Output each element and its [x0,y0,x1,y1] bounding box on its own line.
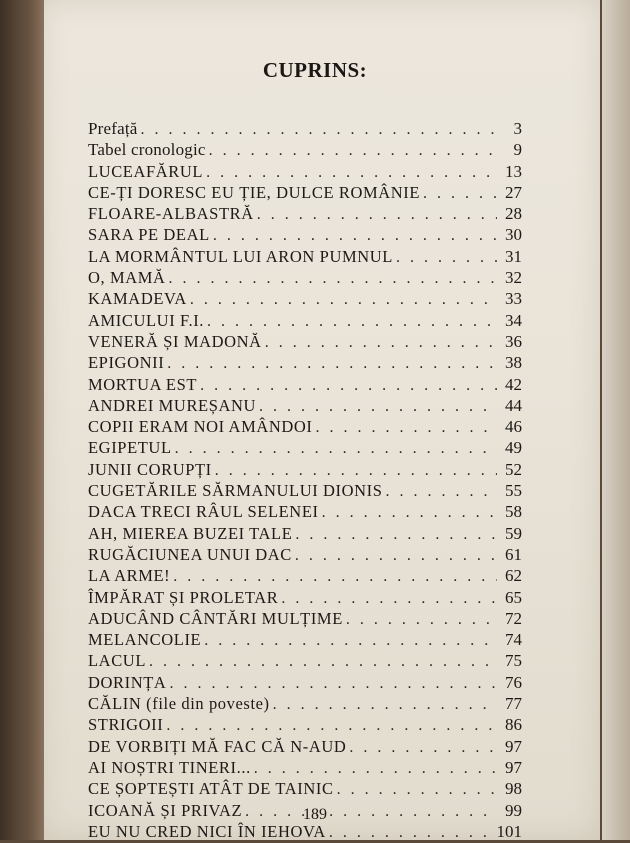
toc-entry-title: AH, MIEREA BUZEI TALE [88,523,293,543]
toc-entry-title: LA MORMÂNTUL LUI ARON PUMNUL [88,246,393,266]
toc-entry-title: ÎMPĂRAT ȘI PROLETAR [88,587,279,607]
toc-entry [88,288,522,309]
toc-entry [88,459,522,480]
toc-entry-page: 28 [505,204,522,224]
toc-entry-title: STRIGOII [88,715,164,735]
toc-entry [88,139,522,160]
toc-entry-page: 31 [505,246,522,266]
toc-entry [88,118,522,139]
toc-leader-dots [166,715,497,736]
toc-entry [88,310,522,331]
toc-entry-title: O, MAMĂ [88,268,166,288]
toc-entry-title: LACUL [88,651,146,671]
toc-entry [88,778,522,799]
book-spine [0,0,44,840]
page-edge [602,0,630,840]
toc-entry-page: 46 [505,417,522,437]
toc-entry-page: 52 [505,459,522,479]
toc-leader-dots [206,162,497,183]
toc-entry [88,523,522,544]
toc-entry-title: COPII ERAM NOI AMÂNDOI [88,417,313,437]
toc-entry-title: DE VORBIȚI MĂ FAC CĂ N-AUD [88,736,347,756]
toc-entry-title: FLOARE-ALBASTRĂ [88,204,254,224]
toc-entry [88,714,522,735]
toc-entry [88,587,522,608]
toc-entry [88,629,522,650]
toc-entry-page: 74 [505,630,522,650]
toc-entry [88,757,522,778]
toc-entry-title: MELANCOLIE [88,630,202,650]
toc-leader-dots [396,247,497,268]
toc-entry [88,672,522,693]
toc-entry-title: MORTUA EST [88,374,198,394]
toc-entry-page: 86 [505,715,522,735]
toc-leader-dots [209,140,497,161]
toc-entry-title: CE-ȚI DORESC EU ȚIE, DULCE ROMÂNIE [88,182,421,202]
toc-entry [88,736,522,757]
toc-entry [88,693,522,714]
toc-leader-dots [175,438,497,459]
toc-leader-dots [295,524,497,545]
toc-entry-page: 32 [505,268,522,288]
toc-entry-title: DACA TRECI RÂUL SELENEI [88,502,319,522]
toc-entry-title: VENERĂ ȘI MADONĂ [88,331,262,351]
toc-leader-dots [259,396,497,417]
toc-entry-page: 44 [505,395,522,415]
toc-leader-dots [190,289,497,310]
toc-leader-dots [295,545,497,566]
toc-entry [88,374,522,395]
toc-entry [88,480,522,501]
toc-entry [88,608,522,629]
toc-entry-page: 34 [505,310,522,330]
toc-leader-dots [423,183,497,204]
toc-entry-title: JUNII CORUPȚI [88,459,212,479]
toc-entry-page: 3 [513,119,522,138]
toc-entry-page: 75 [505,651,522,671]
toc-leader-dots [204,630,497,651]
toc-entry-title: Tabel cronologic [88,140,206,160]
toc-leader-dots [273,694,497,715]
toc-entry-page: 72 [505,608,522,628]
toc-leader-dots [173,566,497,587]
toc-entry-title: SARA PE DEAL [88,225,210,245]
toc-entry-page: 30 [505,225,522,245]
toc-entry-page: 49 [505,438,522,458]
toc-entry-title: EPIGONII [88,353,165,373]
toc-entry-page: 76 [505,672,522,692]
toc-leader-dots [346,609,497,630]
toc-leader-dots [254,758,497,779]
toc-entry-page: 58 [505,502,522,522]
toc-entry-page: 59 [505,523,522,543]
toc-entry [88,501,522,522]
toc-leader-dots [167,353,497,374]
toc-entry-title: LUCEAFĂRUL [88,161,204,181]
toc-entry-title: ANDREI MUREȘANU [88,395,257,415]
toc-leader-dots [316,417,498,438]
toc-entry [88,246,522,267]
toc-entry [88,395,522,416]
toc-entry-page: 62 [505,566,522,586]
toc-entry-page: 65 [505,587,522,607]
toc-entry [88,565,522,586]
toc-entry-page: 9 [513,140,522,160]
toc-entry-title: DORINȚA [88,672,167,692]
toc-leader-dots [215,460,497,481]
toc-leader-dots [265,332,497,353]
toc-leader-dots [386,481,497,502]
toc-leader-dots [337,779,497,800]
toc-entry-page: 61 [505,544,522,564]
toc-entry [88,161,522,182]
toc-leader-dots [169,268,497,289]
toc-entry [88,224,522,245]
toc-leader-dots [169,673,497,694]
toc-leader-dots [349,737,497,758]
page-title: CUPRINS: [262,58,368,82]
toc-entry [88,650,522,671]
toc-entry-page: 55 [505,481,522,501]
toc-entry-title: EU NU CRED NICI ÎN IEHOVA [88,821,326,841]
toc-entry [88,331,522,352]
toc-entry-title: ADUCÂND CÂNTĂRI MULȚIME [88,608,343,628]
toc-entry [88,182,522,203]
toc-entry-page: 97 [505,736,522,756]
toc-entry-page: 97 [505,757,522,777]
toc-leader-dots [281,588,497,609]
toc-entry [88,437,522,458]
toc-entry-title: Prefață [88,119,138,138]
toc-entry-title: CĂLIN (file din poveste) [88,694,270,714]
toc-entry-page: 33 [505,289,522,309]
toc-entry-title: RUGĂCIUNEA UNUI DAC [88,544,292,564]
toc-entry-page: 101 [496,821,522,841]
toc-entry-title: LA ARME! [88,566,171,586]
toc-leader-dots [322,502,497,523]
toc-entry-title: AI NOȘTRI TINERI... [88,757,251,777]
toc-entry [88,544,522,565]
toc-entry-title: KAMADEVA [88,289,187,309]
page-number: 189 [303,806,327,823]
toc-entry [88,203,522,224]
toc-entry [88,352,522,373]
toc-entry-page: 42 [505,374,522,394]
toc-entry-title: CE ȘOPTEȘTI ATÂT DE TAINIC [88,779,334,799]
toc-entry-title: EGIPETUL [88,438,172,458]
toc-entry-title: ICOANĂ ȘI PRIVAZ [88,800,243,820]
toc-entry-page: 99 [505,800,522,820]
toc-leader-dots [213,225,497,246]
toc-entry-page: 98 [505,779,522,799]
toc-entry [88,267,522,288]
toc-leader-dots [257,204,497,225]
toc-entry-page: 38 [505,353,522,373]
toc-entry-page: 77 [505,694,522,714]
toc-leader-dots [149,651,497,672]
toc-entry-page: 27 [505,182,522,202]
toc-entry-page: 36 [505,331,522,351]
toc-entry [88,416,522,437]
toc-leader-dots [200,375,497,396]
toc-leader-dots [141,119,497,140]
toc-entry-title: CUGETĂRILE SĂRMANULUI DIONIS [88,481,383,501]
toc-leader-dots [207,311,497,332]
toc-entry-page: 13 [505,161,522,181]
table-of-contents [88,118,522,842]
toc-entry-title: AMICULUI F.I. [88,310,205,330]
